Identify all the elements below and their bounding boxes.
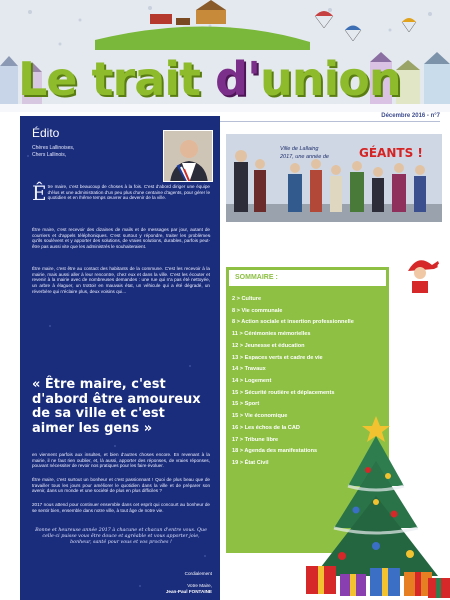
toc-item[interactable]: 2 > Culture [232, 296, 262, 302]
divider [220, 121, 440, 122]
masthead-title-part2: union [260, 52, 401, 106]
header-banner [0, 0, 450, 112]
greeting-line-2: Chers Lallinois, [32, 152, 67, 158]
greeting-line-1: Chères Lallinoises, [32, 145, 75, 151]
santa-icon [400, 253, 442, 293]
toc-item[interactable]: 15 > Sécurité routière et déplacements [232, 389, 335, 396]
toc-item[interactable]: 8 > Vie communale [232, 307, 283, 314]
new-year-wishes: Bonne et heureuse année 2017 à chacune et chacun d'entre vous. Que celle-ci puisse vous être douce et agréable et vous apporter joie, bonheur, santé pour vous et vos proches ! [35, 528, 207, 545]
table-of-contents-header [228, 269, 387, 287]
closing: Cordialement [184, 571, 212, 576]
editorial-column [20, 116, 220, 600]
editorial-paragraph-3: Être maire, c'est être au contact des habitants de la commune. C'est les recevoir à la mairie, mais aussi aller à leur rencontre, chez eux et dans la ville. C'est les écouter et revenir à la mairie avec de nombreuses demandes : une rue qui n'a pas été nettoyée, un arbre à élaguer, un trottoir en mauvais état, un véhicule qui a été dégradé, un réverbère qui n'éclaire plus, deux voisins qui... [32, 266, 210, 294]
toc-item[interactable]: 17 > Tribune libre [232, 436, 279, 443]
photo-caption-1: Ville de Lallaing [280, 146, 319, 152]
issue-number: Décembre 2016 - n°7 [381, 113, 440, 119]
toc-item[interactable]: 14 > Logement [232, 378, 272, 385]
editorial-title: Édito [32, 126, 60, 140]
editorial-paragraph-5: Être maire, c'est surtout un bonheur et c'est passionnant ! Quoi de plus beau que de travailler tous les jours pour améliorer le quotidien dans la ville et de préparer son avenir, dans un monde et une société de plus en plus difficiles ? [32, 477, 210, 494]
toc-item[interactable]: 14 > Travaux [232, 366, 266, 373]
sign-role: Votre Maire, [187, 583, 212, 588]
sign-name: Jean-Paul FONTAINE [165, 589, 212, 594]
masthead-title-part1: Le trait [18, 52, 200, 106]
dropcap: Ê [32, 181, 47, 205]
editorial-paragraph-4: en viennent parfois aux insultes, et bien d'autres choses encore. En revenant à la mairie, il ne faut rien oublier, et, là aussi, apporter des réponses, de vraies réponses, pouvant nécessiter de revoir nos pratiques pour les faire évoluer. [32, 452, 210, 469]
editorial-greeting [32, 145, 74, 159]
pull-quote: « Être maire, c'est d'abord être amoureux de sa ville et c'est aimer les gens » [32, 377, 201, 436]
editorial-paragraph-1: Être maire, c'est beaucoup de choses à la fois. C'est d'abord diriger une équipe d'élus et une administration d'un peu plus d'une centaine d'agents, pour gérer le quotidien et en même temps œuvrer au devenir de la ville. [32, 181, 210, 205]
mayor-portrait [163, 130, 213, 182]
toc-item[interactable]: 18 > Agenda des manifestations [232, 448, 318, 455]
toc-item[interactable]: 8 > Action sociale et insertion professionnelle [232, 319, 354, 326]
masthead-title-apostrophe: d' [215, 52, 261, 106]
toc-item[interactable]: 15 > Sport [232, 401, 260, 408]
photo-caption-2: 2017, une année de [280, 154, 329, 160]
photo-caption-highlight: GÉANTS ! [359, 146, 423, 160]
masthead-title [18, 54, 438, 104]
toc-item[interactable]: 15 > Vie économique [232, 413, 288, 420]
editorial-paragraph-9: 2017 nous attend pour continuer ensemble dans cet esprit qui concourt au bonheur de se sentir bien, ensemble dans notre ville, à tout âge de notre vie. [32, 502, 210, 513]
giants-photo [226, 134, 442, 222]
toc-item[interactable]: 19 > État Civil [232, 460, 269, 467]
signature-block [130, 571, 212, 595]
toc-item[interactable]: 11 > Cérémonies mémorielles [232, 331, 311, 338]
toc-item[interactable]: 12 > Jeunesse et éducation [232, 342, 305, 349]
christmas-tree-illustration [300, 406, 450, 600]
toc-item[interactable]: 13 > Espaces verts et cadre de vie [232, 354, 323, 361]
table-of-contents-title: SOMMAIRE : [235, 274, 278, 281]
toc-item[interactable]: 16 > Les échos de la CAD [232, 424, 300, 431]
editorial-paragraph-2: Être maire, c'est recevoir des dizaines de mails et de messages par jour, autant de courriers et d'appels téléphoniques. C'est surtout y répondre, traiter les problèmes qu'ils soulèvent et y apporter des solutions, de vraies solutions, durables, parfois peut-être pas aussi vite que les administrés le souhaiteraient. [32, 227, 210, 250]
